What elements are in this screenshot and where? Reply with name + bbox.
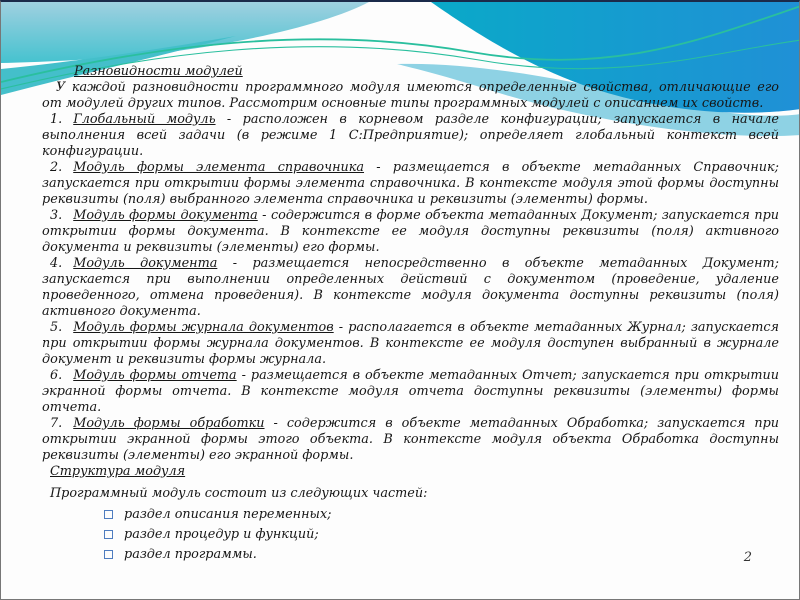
square-bullet-icon [104,510,113,519]
wave-top-left-gradient [1,2,369,63]
item-text: - расположен в корневом разделе конфигурации; запускается в начале выполнения всей задачи (в режиме 1 С:Предприятие); определяет глобальный контекст всей конфигурации. [42,112,779,159]
list-item [104,547,779,563]
item-lead: Модуль формы элемента справочника [73,160,365,175]
item-lead: Модуль формы обработки [73,416,265,431]
page-number: 2 [743,550,752,565]
item-number: 5. [50,320,63,335]
item-number: 2. [50,160,63,175]
module-item-7 [42,416,779,464]
item-text: - располагается в объекте метаданных Журнал; запускается при открытии формы журнала документов. В контексте ее модуля доступен выбранный в журнале документ и реквизиты формы журнала. [42,320,779,367]
item-text: - размещается в объекте метаданных Отчет; запускается при открытии экранной формы отчета. В контексте модуля отчета доступны реквизиты (элементы) формы отчета. [42,368,779,415]
list-item [104,507,779,523]
item-lead: Глобальный модуль [73,112,216,127]
item-number: 6. [50,368,63,383]
intro-paragraph: У каждой разновидности программного модуля имеются определенные свойства, отличающие его от модулей других типов. Рассмотрим основные типы программных модулей с описанием их свойств. [42,80,779,111]
bullet-list [42,507,779,563]
slide-title: Разновидности модулей [74,64,243,79]
square-bullet-icon [104,550,113,559]
module-item-5 [42,320,779,368]
list-item-label: раздел программы. [124,547,257,562]
item-lead: Модуль документа [73,256,218,271]
item-text: - размещается непосредственно в объекте метаданных Документ; запускается при выполнении определенных действий с документом (проведение, удаление проведенного, отмена проведения). В контексте модуля документа доступны реквизиты (поля) активного документа. [42,256,779,319]
item-number: 3. [50,208,63,223]
module-item-1 [42,112,779,160]
module-item-4 [42,256,779,320]
item-text: - содержится в объекте метаданных Обработка; запускается при открытии экранной формы этого объекта. В контексте модуля объекта Обработка доступны реквизиты (элементы) его экранной формы. [42,416,779,463]
list-item-label: раздел описания переменных; [124,507,332,522]
item-lead: Модуль формы отчета [73,368,237,383]
list-item [104,527,779,543]
item-text: - размещается в объекте метаданных Справочник; запускается при открытии формы элемента справочника. В контексте модуля этой формы доступны реквизиты (поля) выбранного элемента справочника и реквизиты (элементы) формы. [42,160,779,207]
slide-text-block [42,64,779,567]
section-lead-in: Программный модуль состоит из следующих частей: [50,486,428,501]
item-number: 4. [50,256,63,271]
module-item-6 [42,368,779,416]
section-title: Структура модуля [50,464,186,479]
square-bullet-icon [104,530,113,539]
item-text: - содержится в форме объекта метаданных Документ; запускается при открытии формы документа. В контексте ее модуля доступны реквизиты (поля) активного документа и реквизиты (элементы) его формы. [42,208,779,255]
item-number: 7. [50,416,63,431]
item-lead: Модуль формы документа [73,208,258,223]
item-lead: Модуль формы журнала документов [73,320,334,335]
list-item-label: раздел процедур и функций; [124,527,319,542]
module-item-2 [42,160,779,208]
module-item-3 [42,208,779,256]
item-number: 1. [50,112,63,127]
